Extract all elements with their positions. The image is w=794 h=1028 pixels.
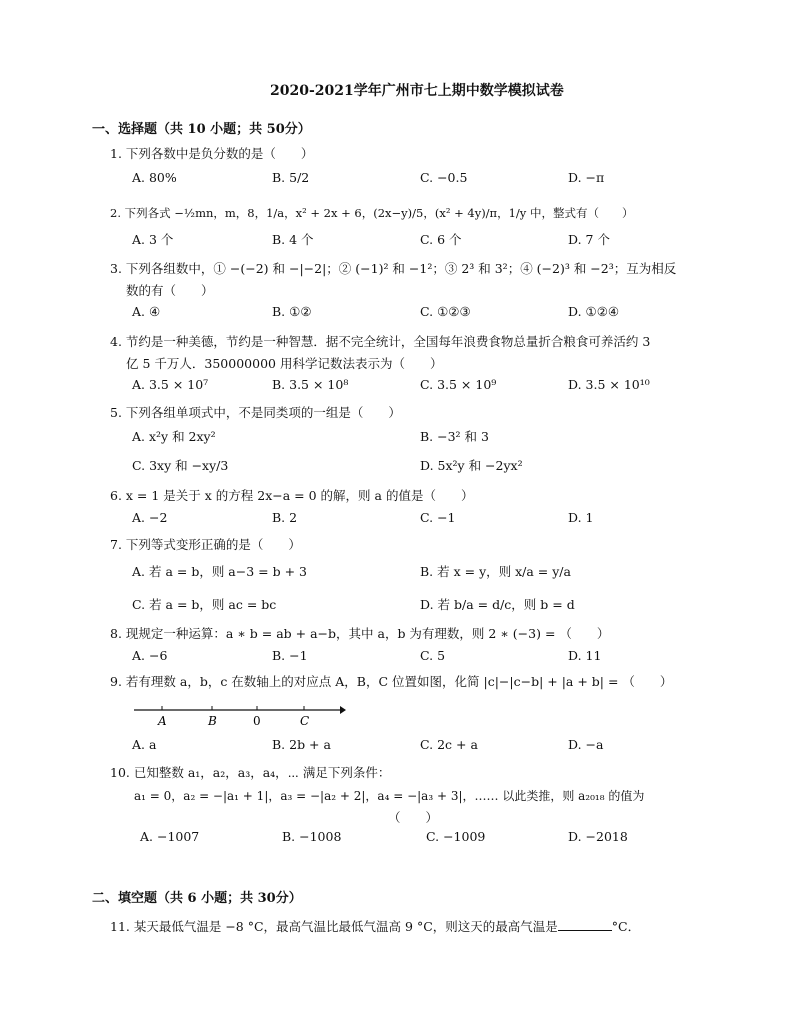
question-10-stem: 10. 已知整数 a₁，a₂，a₃，a₄，⋯ 满足下列条件：	[110, 765, 391, 780]
q4-option-d: D. 3.5 × 10¹⁰	[568, 377, 650, 392]
label-c: C	[300, 714, 310, 728]
q4-option-a: A. 3.5 × 10⁷	[132, 377, 209, 392]
question-3-stem-continued: 数的有（ ）	[126, 283, 214, 298]
number-line-arrow	[340, 706, 346, 714]
q2-option-a: A. 3 个	[132, 232, 174, 247]
q3-option-c: C. ①②③	[420, 304, 471, 319]
q9-option-c: C. 2c + a	[420, 737, 478, 752]
question-11	[110, 917, 640, 935]
label-zero: 0	[253, 714, 261, 728]
question-6-stem: 6. x = 1 是关于 x 的方程 2x−a = 0 的解，则 a 的值是（ ）	[110, 488, 474, 503]
q9-option-a: A. a	[132, 737, 157, 752]
q5-option-c: C. 3xy 和 −xy/3	[132, 458, 229, 473]
question-8-stem: 8. 现规定一种运算：a ∗ b = ab + a−b，其中 a，b 为有理数，则 2 ∗ (−3) = （ ）	[110, 626, 610, 641]
q3-option-b: B. ①②	[272, 304, 312, 319]
question-3-stem: 3. 下列各组数中，① −(−2) 和 −|−2|；② (−1)² 和 −1²；③ 2³ 和 3²；④ (−2)³ 和 −2³；互为相反	[110, 261, 677, 276]
q2-option-c: C. 6 个	[420, 232, 462, 247]
q5-option-b: B. −3² 和 3	[420, 429, 489, 444]
q7-option-b: B. 若 x = y，则 x/a = y/a	[420, 564, 571, 579]
q8-option-d: D. 11	[568, 648, 602, 663]
q3-option-a: A. ④	[132, 304, 161, 319]
q8-option-c: C. 5	[420, 648, 446, 663]
q8-option-b: B. −1	[272, 648, 308, 663]
q1-option-d: D. −π	[568, 170, 605, 185]
question-5-stem: 5. 下列各组单项式中，不是同类项的一组是（ ）	[110, 405, 401, 420]
q10-option-c: C. −1009	[426, 829, 486, 844]
q1-option-a: A. 80%	[132, 170, 177, 185]
q8-option-a: A. −6	[132, 648, 168, 663]
question-7-stem: 7. 下列等式变形正确的是（ ）	[110, 537, 301, 552]
label-b: B	[208, 714, 217, 728]
q7-option-c: C. 若 a = b，则 ac = bc	[132, 597, 277, 612]
section-heading-choice: 一、选择题（共 10 小题；共 50分）	[92, 122, 311, 137]
q5-option-a: A. x²y 和 2xy²	[132, 429, 216, 444]
question-2-stem: 2. 下列各式 −½mn，m，8，1/a，x² + 2x + 6，(2x−y)/5，(x² + 4y)/π，1/y 中，整式有（ ）	[110, 206, 634, 220]
q10-option-d: D. −2018	[568, 829, 628, 844]
q4-option-b: B. 3.5 × 10⁸	[272, 377, 349, 392]
q6-option-b: B. 2	[272, 510, 298, 525]
q6-option-c: C. −1	[420, 510, 456, 525]
question-4-stem-continued: 亿 5 千万人．350000000 用科学记数法表示为（ ）	[126, 356, 443, 371]
question-11-unit: °C．	[611, 919, 641, 934]
q2-option-d: D. 7 个	[568, 232, 610, 247]
page-title: 2020-2021学年广州市七上期中数学模拟试卷	[270, 83, 564, 99]
q1-option-c: C. −0.5	[420, 170, 468, 185]
q10-option-a: A. −1007	[140, 829, 200, 844]
q6-option-d: D. 1	[568, 510, 594, 525]
q5-option-d: D. 5x²y 和 −2yx²	[420, 458, 523, 473]
section-heading-fill: 二、填空题（共 6 小题；共 30分）	[92, 891, 302, 906]
number-line-figure	[132, 700, 347, 730]
question-10-paren: （ ）	[388, 810, 439, 825]
q6-option-a: A. −2	[132, 510, 168, 525]
q10-option-b: B. −1008	[282, 829, 342, 844]
q3-option-d: D. ①②④	[568, 304, 620, 319]
q9-option-d: D. −a	[568, 737, 604, 752]
q7-option-a: A. 若 a = b，则 a−3 = b + 3	[132, 564, 307, 579]
q7-option-d: D. 若 b/a = d/c，则 b = d	[420, 597, 575, 612]
q1-option-b: B. 5/2	[272, 170, 310, 185]
question-1-stem: 1. 下列各数中是负分数的是（ ）	[110, 146, 314, 161]
question-4-stem: 4. 节约是一种美德，节约是一种智慧．据不完全统计，全国每年浪费食物总量折合粮食可养活约 3	[110, 334, 651, 349]
label-a: A	[158, 714, 167, 728]
question-9-stem: 9. 若有理数 a，b，c 在数轴上的对应点 A，B，C 位置如图，化简 |c|−|c−b| + |a + b| = （ ）	[110, 674, 673, 689]
q4-option-c: C. 3.5 × 10⁹	[420, 377, 497, 392]
answer-blank[interactable]	[558, 918, 612, 931]
q2-option-b: B. 4 个	[272, 232, 314, 247]
q9-option-b: B. 2b + a	[272, 737, 331, 752]
question-10-condition: a₁ = 0，a₂ = −|a₁ + 1|，a₃ = −|a₂ + 2|，a₄ = −|a₃ + 3|，…… 以此类推，则 a₂₀₁₈ 的值为	[134, 789, 645, 803]
question-11-text: 11. 某天最低气温是 −8 °C，最高气温比最低气温高 9 °C，则这天的最高气温是	[110, 919, 558, 934]
